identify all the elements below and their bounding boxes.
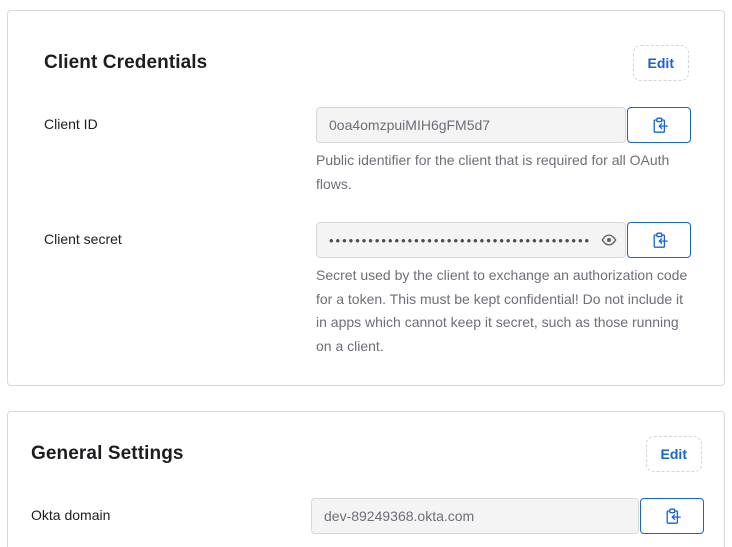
client-secret-copy-button[interactable] — [627, 222, 691, 258]
client-id-help-text: Public identifier for the client that is required for all OAuth flows. — [316, 152, 670, 192]
okta-domain-input[interactable] — [311, 498, 639, 534]
clipboard-copy-icon — [651, 232, 668, 249]
clipboard-copy-icon — [651, 117, 668, 134]
client-secret-field — [316, 222, 691, 358]
reveal-secret-button[interactable] — [601, 232, 617, 248]
general-settings-title: General Settings — [31, 443, 184, 464]
client-secret-input-group — [316, 222, 691, 258]
client-credentials-edit-button[interactable]: Edit — [633, 45, 689, 81]
eye-icon — [601, 232, 617, 248]
client-secret-masked-value: •••••••••••••••••••••••••••••••••••••••• — [329, 232, 592, 248]
client-id-label: Client ID — [44, 116, 98, 132]
client-secret-input[interactable] — [316, 222, 626, 258]
client-id-input[interactable] — [316, 107, 626, 143]
clipboard-copy-icon — [664, 508, 681, 525]
client-credentials-section — [7, 10, 725, 386]
general-settings-edit-button[interactable]: Edit — [646, 436, 702, 472]
okta-domain-copy-button[interactable] — [640, 498, 704, 534]
okta-domain-field — [311, 498, 704, 534]
general-settings-header — [31, 436, 702, 472]
client-credentials-header — [44, 45, 689, 81]
client-id-input-group — [316, 107, 691, 143]
client-credentials-title: Client Credentials — [44, 52, 208, 73]
client-secret-row — [44, 222, 689, 358]
client-id-row — [44, 107, 689, 196]
client-id-copy-button[interactable] — [627, 107, 691, 143]
client-secret-help-text: Secret used by the client to exchange an authorization code for a token. This must be kept confidential! Do not include it in apps which cannot keep it secret, such as those running on a client. — [316, 267, 688, 354]
client-id-field — [316, 107, 691, 196]
okta-domain-input-group — [311, 498, 704, 534]
okta-domain-row — [31, 498, 702, 534]
okta-domain-label: Okta domain — [31, 507, 111, 523]
client-secret-label: Client secret — [44, 231, 122, 247]
general-settings-section — [7, 411, 725, 547]
